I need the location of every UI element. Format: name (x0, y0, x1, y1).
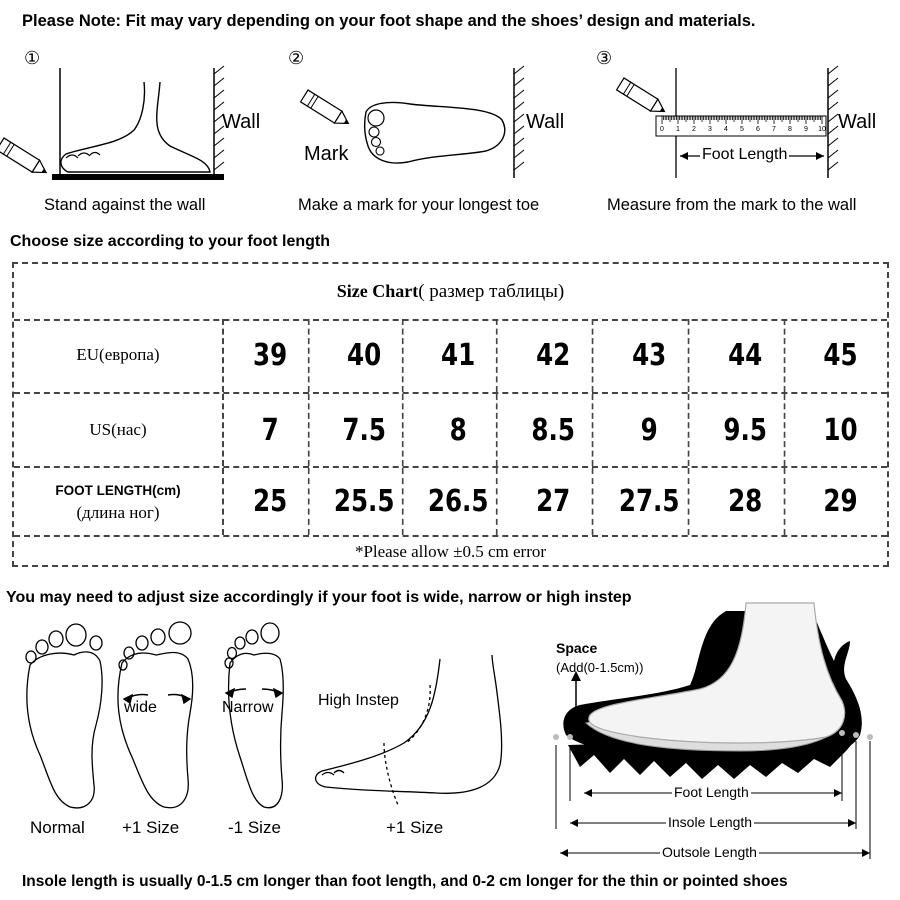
table-cell: 27.5 (611, 468, 690, 535)
narrow-label: Narrow (222, 699, 274, 716)
ruler-tick-label: 8 (788, 126, 792, 133)
table-cell: 29 (823, 484, 858, 519)
pencil-icon (617, 78, 669, 117)
high-instep-label: High Instep (318, 692, 399, 709)
table-cell: 9.5 (707, 394, 786, 466)
table-cell: 42 (515, 319, 594, 392)
table-cell: 8.5 (515, 394, 594, 466)
space-label: Space (556, 640, 598, 656)
table-cell: 43 (611, 319, 690, 392)
size-chart-title-bold: Size Chart (336, 281, 419, 301)
step-1-caption: Stand against the wall (44, 196, 206, 214)
size-chart-title-russian: ( размер таблицы) (418, 280, 565, 302)
ruler-tick-label: 5 (740, 126, 744, 133)
table-cell: 9 (611, 394, 690, 466)
table-cell: 27 (515, 468, 594, 535)
table-cell: 25 (232, 468, 309, 535)
step-2-number: ② (288, 48, 305, 68)
table-row-eu (14, 319, 887, 394)
table-cell: 7 (232, 394, 309, 466)
header-note: Please Note: Fit may vary depending on your foot shape and the shoes’ design and materials. (22, 12, 756, 30)
row-label-us: US(нас) (14, 394, 224, 466)
step-2-caption: Make a mark for your longest toe (298, 196, 540, 214)
row-label-eu: EU(европа) (14, 319, 224, 392)
step-1-wall-label: Wall (222, 111, 261, 133)
width-arrow-icon (226, 689, 282, 697)
ruler-tick-label: 7 (772, 126, 776, 133)
step-3-number: ③ (596, 48, 613, 68)
ruler-tick-label: 0 (660, 126, 664, 133)
table-cell: 8 (420, 394, 497, 466)
table-cell: 41 (420, 319, 497, 392)
measure-foot-length-illustration (600, 60, 840, 190)
table-row-foot-length (14, 468, 887, 537)
ruler-tick-label: 9 (804, 126, 808, 133)
pencil-icon (0, 138, 50, 178)
size-chart-table (12, 262, 889, 567)
high-instep-foot-icon (316, 655, 502, 805)
mark-longest-toe-illustration (290, 60, 540, 190)
row-label-foot-length: FOOT LENGTH(cm) (длина ног) (14, 468, 224, 535)
adjust-size-heading: You may need to adjust size accordingly if your foot is wide, narrow or high instep (6, 589, 632, 606)
table-cell: 45 (823, 338, 858, 373)
step-3-caption: Measure from the mark to the wall (607, 196, 857, 214)
step-3-wall-label: Wall (838, 111, 877, 133)
table-cell: 40 (326, 319, 403, 392)
ruler-tick-label: 4 (724, 126, 728, 133)
table-row-us (14, 394, 887, 468)
ruler-tick-label: 6 (756, 126, 760, 133)
table-cell: 7.5 (326, 394, 403, 466)
wide-foot-caption: +1 Size (122, 818, 180, 837)
table-cell: 44 (707, 319, 786, 392)
table-cell: 26.5 (420, 468, 497, 535)
table-cell: 39 (232, 319, 309, 392)
normal-foot-icon (26, 624, 102, 808)
pencil-icon (301, 90, 353, 129)
wide-label: wide (124, 699, 157, 716)
footer-note: Insole length is usually 0-1.5 cm longer than foot length, and 0-2 cm longer for the thin or pointed shoes (22, 873, 788, 890)
table-cell: 10 (823, 412, 858, 448)
foot-length-label: Foot Length (674, 784, 749, 800)
space-add-label: (Add(0-1.5cm)) (556, 660, 644, 675)
step-1-number: ① (24, 48, 41, 68)
choose-size-heading: Choose size according to your foot length (10, 233, 331, 250)
error-allowance-note: *Please allow ±0.5 cm error (354, 541, 547, 561)
step-3-length-label: Foot Length (702, 146, 788, 163)
ruler-tick-label: 2 (692, 126, 696, 133)
foot-types-illustration (0, 615, 520, 825)
ruler-tick-label: 10 (818, 126, 826, 133)
narrow-foot-caption: -1 Size (228, 818, 281, 837)
ruler-tick-label: 1 (676, 126, 680, 133)
size-chart-title (14, 264, 887, 321)
table-cell: 25.5 (326, 468, 403, 535)
outsole-length-label: Outsole Length (662, 844, 757, 860)
step-2-mark-label: Mark (304, 143, 349, 165)
step-2-wall-label: Wall (526, 111, 565, 133)
ruler-tick-label: 3 (708, 126, 712, 133)
table-cell: 28 (707, 468, 786, 535)
normal-foot-caption: Normal (30, 818, 85, 837)
high-instep-caption: +1 Size (386, 818, 444, 837)
insole-length-label: Insole Length (668, 814, 753, 830)
